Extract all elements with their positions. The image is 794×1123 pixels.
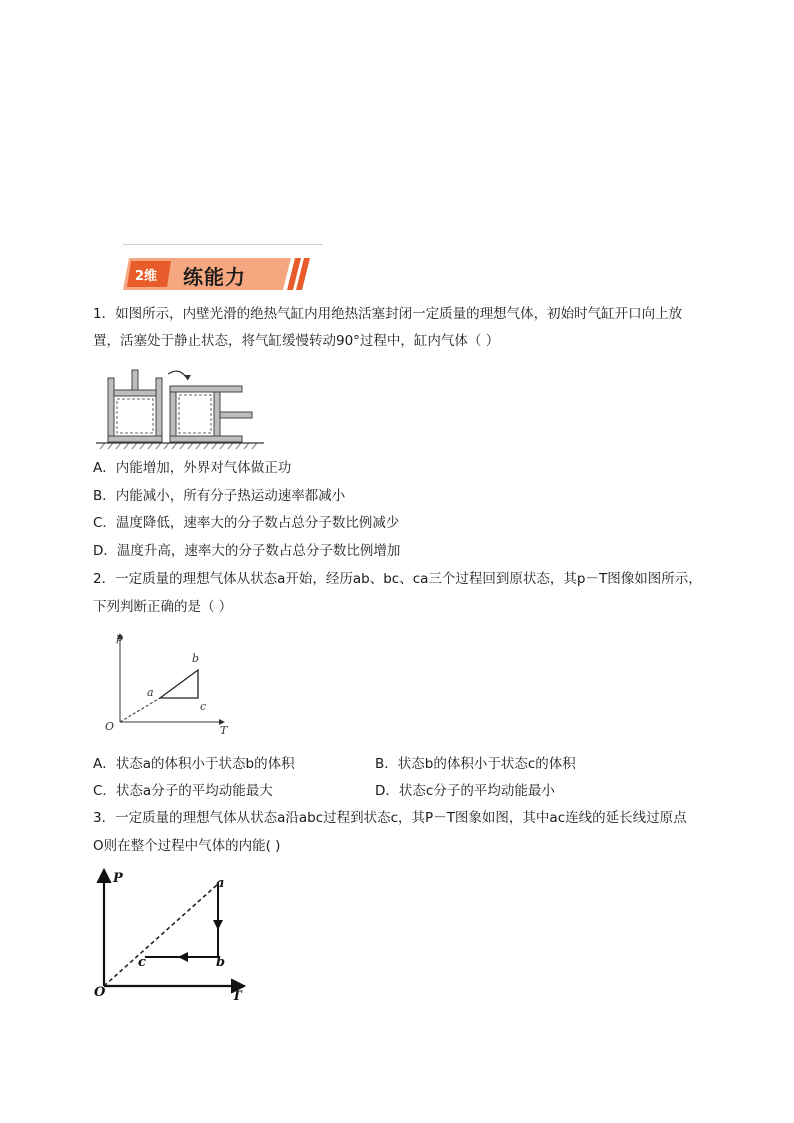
q1-cylinder-figure [96, 366, 266, 450]
q3-point-c: c [138, 955, 146, 970]
q1-stem-line2: 置，活塞处于静止状态，将气缸缓慢转动90°过程中，缸内气体（ ） [93, 333, 500, 349]
q3-origin-label: O [94, 985, 106, 1000]
q2-y-axis-label: p [116, 631, 124, 644]
q3-x-axis-label: T [232, 989, 242, 1002]
q2-stem-line2: 下列判断正确的是（ ） [93, 599, 233, 615]
q2-point-c: c [200, 700, 207, 713]
q2-option-b[interactable]: B．状态b的体积小于状态c的体积 [375, 756, 576, 772]
q2-origin-label: O [105, 720, 115, 733]
q3-point-a: a [216, 876, 225, 891]
q2-point-b: b [192, 652, 200, 665]
q1-option-b[interactable]: B．内能减小，所有分子热运动速率都减小 [93, 488, 346, 504]
section-badge: 2维 [135, 269, 158, 284]
section-banner [123, 258, 313, 290]
q3-stem-line1: 3．一定质量的理想气体从状态a沿abc过程到状态c，其P－T图象如图，其中ac连线的延长线过原点 [93, 810, 687, 826]
q1-stem-line1: 1．如图所示，内壁光滑的绝热气缸内用绝热活塞封闭一定质量的理想气体，初始时气缸开口向上放 [93, 306, 683, 322]
q2-stem-line1: 2．一定质量的理想气体从状态a开始，经历ab、bc、ca三个过程回到原状态，其p－T图像如图所示， [93, 571, 702, 587]
q2-option-d[interactable]: D．状态c分子的平均动能最小 [375, 783, 555, 799]
q2-x-axis-label: T [220, 724, 228, 737]
q3-point-b: b [216, 955, 226, 970]
q3-pt-graph [92, 862, 252, 1002]
q2-point-a: a [147, 686, 154, 699]
q1-option-a[interactable]: A．内能增加，外界对气体做正功 [93, 460, 292, 476]
q1-option-d[interactable]: D．温度升高，速率大的分子数占总分子数比例增加 [93, 543, 401, 559]
q2-option-a[interactable]: A．状态a的体积小于状态b的体积 [93, 756, 295, 772]
q3-stem-line2: O则在整个过程中气体的内能( ) [93, 838, 281, 854]
q2-option-c[interactable]: C．状态a分子的平均动能最大 [93, 783, 273, 799]
section-title: 练能力 [183, 265, 246, 289]
q1-option-c[interactable]: C．温度降低，速率大的分子数占总分子数比例减少 [93, 515, 400, 531]
q3-y-axis-label: P [113, 871, 123, 886]
section-divider [123, 244, 323, 245]
q2-pt-graph [96, 626, 236, 742]
